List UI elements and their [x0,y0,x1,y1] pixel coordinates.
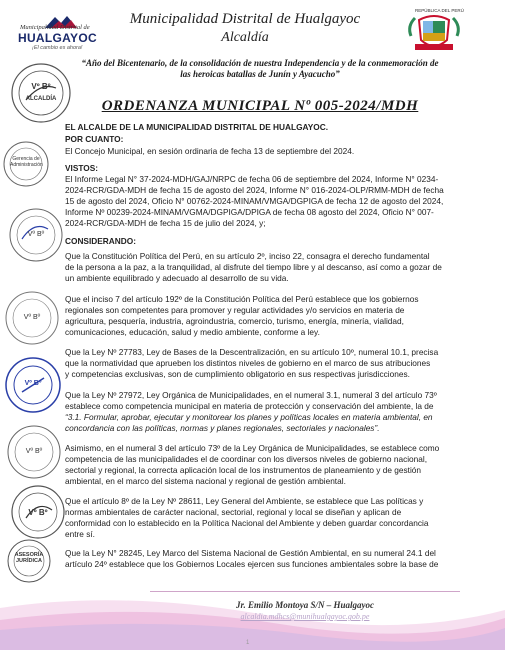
considerando-paragraph-6 [65,496,485,540]
paragraph-line: Que la Ley Nº 27783, Ley de Bases de la Descentralización, en su artículo 10º, numeral 10.1, precisa [65,347,439,357]
paragraph-line-quote: concordancia con las políticas, normas y planes regionales, sectoriales y nacionales”. [65,423,380,433]
stamp-blue-1-vobo: Vº Bº [24,380,42,387]
paragraph-line: artículo 24º establece que los Gobiernos Locales ejercen sus funciones ambientales sobre la base de [65,559,439,569]
paragraph-line: comunicaciones, educación, salud y medio ambiente, conforme a ley. [65,327,320,337]
paragraph-line: Que la Constitución Política del Perú, en su artículo 2º, inciso 22, consagra el derecho fundamental [65,251,430,261]
considerando-label: CONSIDERANDO: [65,236,136,246]
paragraph-line: Que la Ley N° 28245, Ley Marco del Sistema Nacional de Gestión Ambiental, en su numeral 24.1 del [65,548,436,558]
paragraph-line: de la persona a la paz, a la tranquilidad, al disfrute del tiempo libre y al descanso, así como a gozar de [65,262,442,272]
paragraph-line: entre sí. [65,529,95,539]
paragraph-line: competencia de las municipalidades el de coordinar con los diversos niveles de gobierno nacional, [65,454,428,464]
stamp-asesoria-label: ASESORÍA JURÍDICA [14,552,44,564]
concejo-text: El Concejo Municipal, en sesión ordinaria de fecha 13 de septiembre del 2024. [65,146,355,156]
vistos-line: 2024-RCR/GDA-MDH de fecha 15 de julio del 2024, y; [65,218,266,228]
stamp-gerencia-3-vobo: Vº Bº [25,448,43,455]
paragraph-line: normas ambientales de carácter nacional, sectorial, regional y local se diseñan y aplican de [65,507,402,517]
stamp-blue-1 [4,356,62,414]
stamp-gerencia-3 [6,424,62,480]
stamp-alcaldia-label: ALCALDÍA [25,96,57,102]
logo-subtitle: Municipalidad Distrital de [20,24,90,31]
year-quote-line-1: “Año del Bicentenario, de la consolidación de nuestra Independencia y de la conmemoración de [81,58,439,68]
alcaldia-seal-icon [10,62,72,124]
mayor-line: EL ALCALDE DE LA MUNICIPALIDAD DISTRITAL DE HUALGAYOC. [65,122,329,132]
stamp-gerencia-2 [4,290,60,346]
paragraph-line: conformidad con lo establecido en la Política Nacional del Ambiente y deben guardar concordancia [65,518,429,528]
header-title: Municipalidad Distrital de Hualgayoc [129,11,361,27]
year-quote-line-2: las heroicas batallas de Junín y Ayacucho” [180,69,340,79]
vistos-line: El Informe Legal N° 37-2024-MDH/GAJ/NRPC de fecha 06 de septiembre del 2024, Informe N° 0234- [65,174,439,184]
por-cuanto-label: POR CUANTO: [65,134,124,144]
logo-slogan: ¡El cambio es ahora! [32,45,83,51]
paragraph-line: Que el artículo 8º de la Ley Nº 28611, Ley General del Ambiente, se establece que Las políticas y [65,496,424,506]
ordinance-title: ORDENANZA MUNICIPAL Nº 005-2024/MDH [101,98,419,114]
paragraph-line: agricultura, pesquería, industria, agroindustria, comercio, turismo, energía, minería, vialidad, [65,316,404,326]
paragraph-line: un ambiente equilibrado y adecuado al desarrollo de su vida. [65,273,289,283]
vistos-label: VISTOS: [65,163,99,173]
considerando-paragraph-5 [65,443,485,487]
peru-coat-of-arms-icon [405,6,463,56]
stamp-administracion [2,140,50,188]
stamp-gerencia-4-vobo: Vº Bº [28,508,48,517]
vistos-line: 15 de agosto del 2024, Oficio N° 00762-2024-MINAM/VMGA/DGPIGA de fecha 12 de agosto del 2024, [65,196,444,206]
stamp-alcaldia [10,62,72,124]
stamp-gerencia-4 [10,484,66,540]
stamp-gerencia-1-vobo: Vº Bº [27,231,45,238]
paragraph-line: sectorial y regional, la correcta aplicación local de los instrumentos de planeamiento y de gestión [65,465,422,475]
header-subtitle: Alcaldía [221,30,269,45]
vistos-paragraph [65,174,485,229]
republic-label: REPÚBLICA DEL PERÚ [415,8,464,13]
footer-website-link[interactable]: alcaldia.mdhcs@munihualgayoc.gob.pe [240,612,370,621]
considerando-paragraph-1 [65,251,485,284]
logo-name: HUALGAYOC [18,31,97,45]
paragraph-line: regionales son competentes para promover y regular actividades y/o servicios en materia de [65,305,405,315]
page-number: 1 [246,640,250,646]
paragraph-line: Que la Ley Nº 27972, Ley Orgánica de Municipalidades, en el numeral 3.1, numeral 3 del artículo 73º [65,390,437,400]
paragraph-line: ambiental, en el marco del sistema nacional y regional de gestión ambiental. [65,476,346,486]
paragraph-line-quote: “3.1. Formular, aprobar, ejecutar y monitorear los planes y políticas locales en materia ambiental, en [65,412,433,422]
footer-divider [150,591,460,592]
paragraph-line: que la normatividad que aprueben los distintos niveles de gobierno en el marco de sus atribuciones [65,358,431,368]
stamp-alcaldia-vobo: Vº Bº [31,82,51,91]
stamp-gerencia-2-vobo: Vº Bº [23,314,41,321]
year-quote [50,58,470,80]
considerando-paragraph-7 [65,548,485,570]
paragraph-line: establece como competencia municipal en materia de protección y conservación del ambiente, la de [65,401,434,411]
vistos-line: Informe Nº 00239-2024-MINAM/VGMA/DGPIGA/DPIGA de fecha 08 agosto del 2024, Oficio N° 007- [65,207,434,217]
footer-address: Jr. Emilio Montoya S/N – Hualgayoc [235,600,374,610]
considerando-paragraph-3 [65,347,485,380]
stamp-gerencia-1 [8,207,64,263]
stamp-asesoria-juridica [6,538,52,584]
stamp-administracion-label: Gerencia de Administración [10,156,43,168]
vistos-line: 2024-RCR/GDA-MDH de fecha 15 de agosto del 2024, Informe N° 016-2024-OLP/RMM-MDH de fecha [65,185,444,195]
paragraph-line: Asimismo, en el numeral 3 del artículo 73º de la Ley Orgánica de Municipalidades, se establece como [65,443,440,453]
considerando-paragraph-4 [65,390,485,434]
paragraph-line: y competencias exclusivas, son de cumplimiento obligatorio en sus respectivas jurisdicciones. [65,369,410,379]
considerando-paragraph-2 [65,294,485,338]
paragraph-line: Que el inciso 7 del artículo 192º de la Constitución Política del Perú establece que los gobiernos [65,294,419,304]
municipality-logo [12,8,97,51]
